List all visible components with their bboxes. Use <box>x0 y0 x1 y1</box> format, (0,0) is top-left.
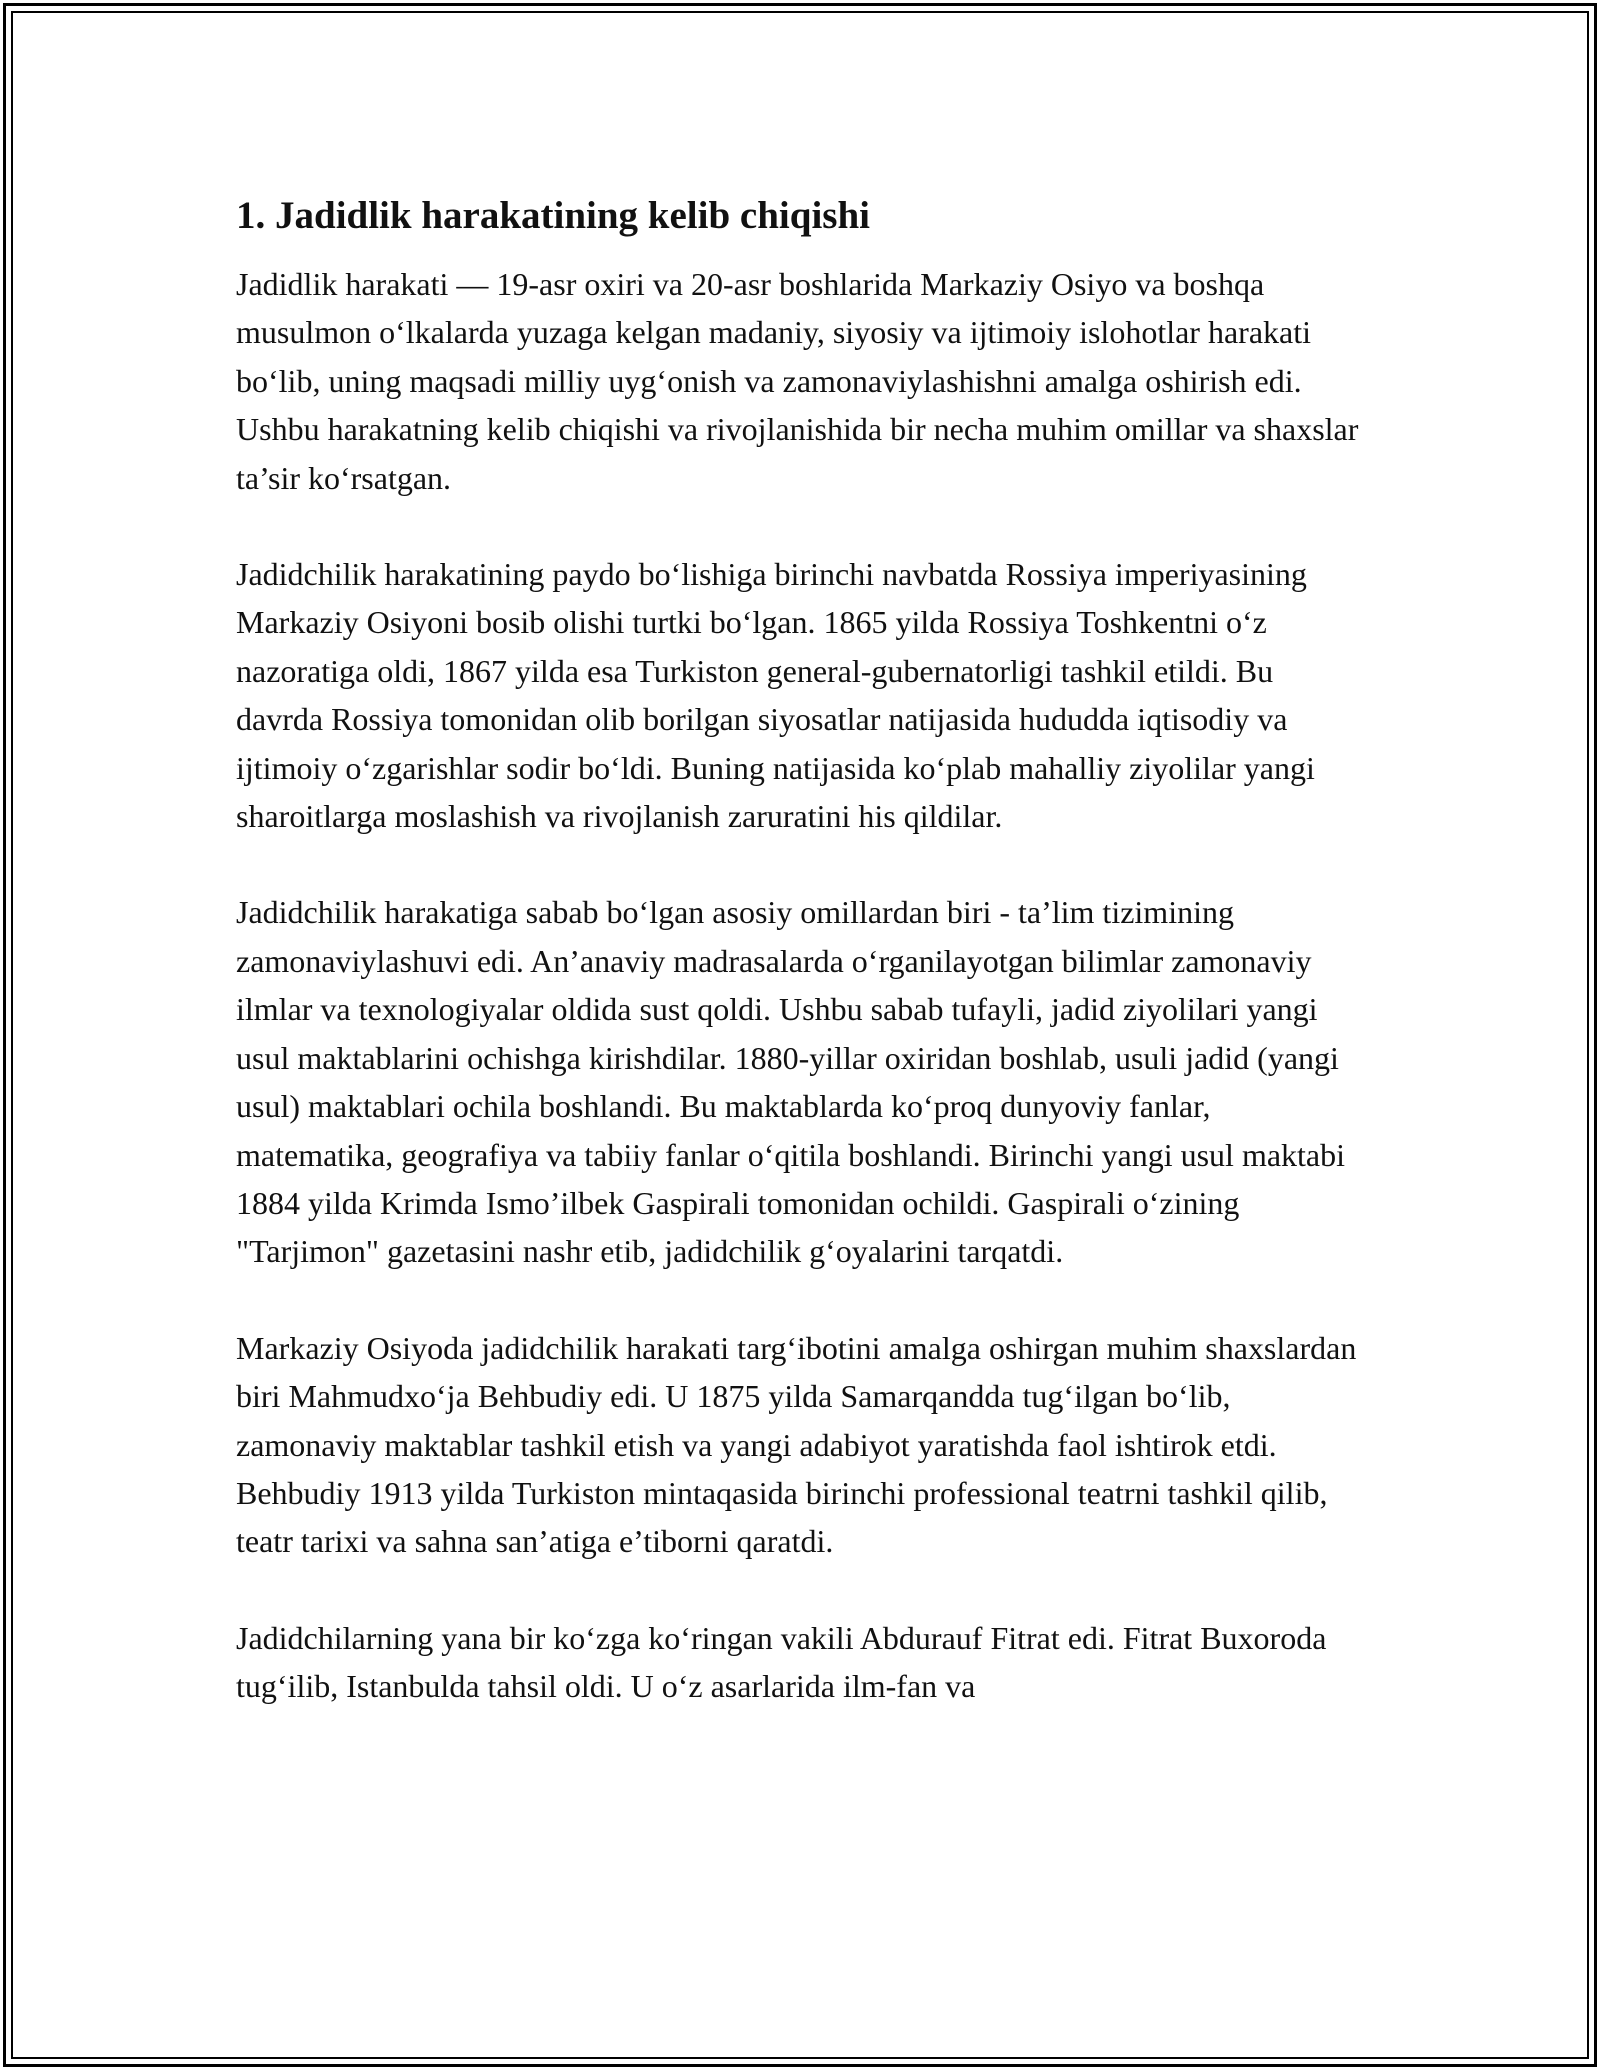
section-heading: 1. Jadidlik harakatining kelib chiqishi <box>236 194 870 237</box>
paragraph-3: Jadidchilik harakatiga sabab bo‘lgan asosiy omillardan biri - ta’lim tizimining zamonaviylashuvi edi. An’anaviy madrasalarda o‘rganilayotgan bilimlar zamonaviy ilmlar va texnologiyalar oldida sust qoldi. Ushbu sabab tufayli, jadid ziyolilari yangi usul maktablarini ochishga kirishdilar. 1880-yillar oxiridan boshlab, usuli jadid (yangi usul) maktablari ochila boshlandi. Bu maktablarda ko‘proq dunyoviy fanlar, matematika, geografiya va tabiiy fanlar o‘qitila boshlandi. Birinchi yangi usul maktabi 1884 yilda Krimda Ismo’ilbek Gaspirali tomonidan ochildi. Gaspirali o‘zining "Tarjimon" gazetasini nashr etib, jadidchilik g‘oyalarini tarqatdi. <box>236 894 1346 1270</box>
paragraph-4: Markaziy Osiyoda jadidchilik harakati targ‘ibotini amalga oshirgan muhim shaxslardan biri Mahmudxo‘ja Behbudiy edi. U 1875 yilda Samarqandda tug‘ilgan bo‘lib, zamonaviy maktablar tashkil etish va yangi adabiyot yaratishda faol ishtirok etdi. Behbudiy 1913 yilda Turkiston mintaqasida birinchi professional teatrni tashkil qilib, teatr tarixi va sahna san’atiga e’tiborni qaratdi. <box>236 1329 1357 1560</box>
paragraph-5: Jadidchilarning yana bir ko‘zga ko‘ringan vakili Abdurauf Fitrat edi. Fitrat Buxoroda tug‘ilib, Istanbulda tahsil oldi. U o‘z asarlarida ilm-fan va <box>236 1619 1327 1705</box>
document-body <box>236 188 1366 1759</box>
paragraph-2: Jadidchilik harakatining paydo bo‘lishiga birinchi navbatda Rossiya imperiyasining Markaziy Osiyoni bosib olishi turtki bo‘lgan. 1865 yilda Rossiya Toshkentni o‘z nazoratiga oldi, 1867 yilda esa Turkiston general-gubernatorligi tashkil etildi. Bu davrda Rossiya tomonidan olib borilgan siyosatlar natijasida hududda iqtisodiy va ijtimoiy o‘zgarishlar sodir bo‘ldi. Buning natijasida ko‘plab mahalliy ziyolilar yangi sharoitlarga moslashish va rivojlanish zaruratini his qildilar. <box>236 556 1315 835</box>
paragraph-1: Jadidlik harakati — 19-asr oxiri va 20-asr boshlarida Markaziy Osiyo va boshqa musulmon o‘lkalarda yuzaga kelgan madaniy, siyosiy va ijtimoiy islohotlar harakati bo‘lib, uning maqsadi milliy uyg‘onish va zamonaviylashishni amalga oshirish edi. Ushbu harakatning kelib chiqishi va rivojlanishida bir necha muhim omillar va shaxslar ta’sir ko‘rsatgan. <box>236 266 1359 496</box>
